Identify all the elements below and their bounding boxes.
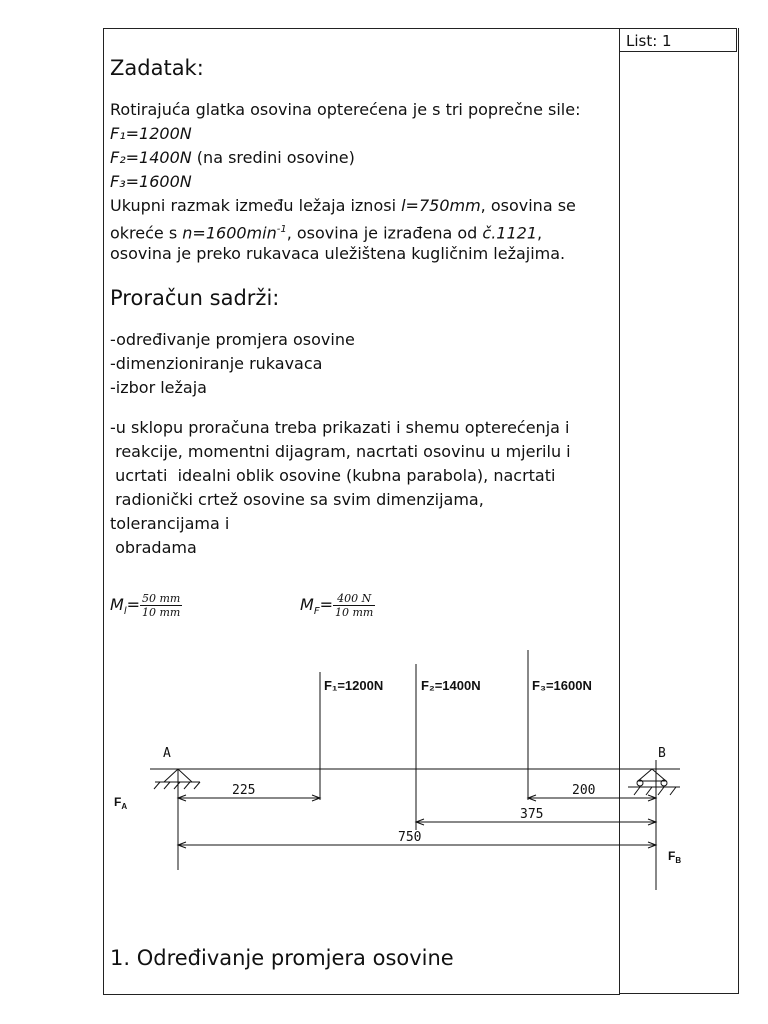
fraction-numerator: 50 mm bbox=[142, 592, 181, 605]
sheet-number: List: 1 bbox=[626, 32, 672, 50]
hatch bbox=[194, 782, 200, 789]
force-scale: $M_F=$ $\frac{400 N}{10 mm}$ bbox=[300, 592, 374, 619]
reaction-a-label bbox=[114, 795, 127, 811]
force-f3: F₃=1600N bbox=[110, 172, 192, 191]
reaction-subscript: A bbox=[121, 802, 128, 811]
force-f1: F₁=1200N bbox=[110, 124, 192, 143]
hatch bbox=[670, 787, 676, 795]
reaction-symbol: F bbox=[668, 849, 676, 863]
hatch bbox=[634, 787, 640, 795]
bearing-distance: l=750mm bbox=[401, 196, 481, 215]
task-line-bearings: osovina je preko rukavaca uležištena kugličnim ležajima. bbox=[110, 244, 566, 263]
hatch bbox=[658, 787, 664, 795]
dim-200: 200 bbox=[572, 783, 596, 798]
hatch bbox=[184, 782, 190, 789]
fraction-numerator: 400 N bbox=[333, 592, 375, 606]
fraction-denominator: 10 mm bbox=[142, 606, 181, 619]
calc-heading: Proračun sadrži: bbox=[110, 286, 280, 310]
calc-item: -dimenzioniranje rukavaca bbox=[110, 354, 323, 373]
force-f2: F₂=1400N bbox=[110, 148, 192, 167]
dim-225: 225 bbox=[232, 783, 256, 798]
calc-item: -određivanje promjera osovine bbox=[110, 330, 355, 349]
support-b-triangle bbox=[638, 769, 666, 781]
calc-note-line: reakcije, momentni dijagram, nacrtati osovinu u mjerilu i bbox=[110, 442, 571, 461]
text: okreće s bbox=[110, 223, 183, 243]
force-label-f3: F₃=1600N bbox=[532, 678, 592, 693]
scale-symbol: M bbox=[110, 595, 124, 614]
calc-note-line: tolerancijama i bbox=[110, 514, 230, 533]
text: , bbox=[537, 223, 543, 243]
text: Ukupni razmak između ležaja iznosi bbox=[110, 196, 402, 215]
calc-note-line: radionički crtež osovine sa svim dimenzijama, bbox=[110, 490, 484, 509]
support-b-label: B bbox=[658, 746, 666, 761]
reaction-b-label bbox=[668, 849, 681, 865]
force-f2-note: (na sredini osovine) bbox=[191, 148, 355, 167]
hatch bbox=[154, 782, 160, 789]
dim-750: 750 bbox=[398, 830, 422, 845]
speed-exponent: -1 bbox=[276, 224, 287, 235]
dim-375: 375 bbox=[520, 807, 544, 822]
hatch bbox=[646, 787, 652, 795]
material: č.1121 bbox=[482, 223, 538, 243]
rotation-speed: n=1600min bbox=[182, 223, 277, 243]
length-scale: $M_l=$ $\frac{50 mm}{10 mm}$ bbox=[110, 592, 181, 619]
hatch bbox=[174, 782, 180, 789]
scale-symbol: M bbox=[300, 595, 314, 614]
task-heading: Zadatak: bbox=[110, 56, 204, 80]
reaction-subscript: B bbox=[675, 856, 682, 865]
fraction-denominator: 10 mm bbox=[334, 606, 374, 619]
calc-item: -izbor ležaja bbox=[110, 378, 207, 397]
task-intro: Rotirajuća glatka osovina opterećena je s tri poprečne sile: bbox=[110, 100, 581, 119]
support-a-label: A bbox=[163, 746, 171, 761]
reaction-symbol: F bbox=[114, 795, 122, 809]
force-label-f1: F₁=1200N bbox=[324, 678, 384, 693]
text: , osovina je izrađena od bbox=[286, 223, 483, 243]
hatch bbox=[164, 782, 170, 789]
scale-subscript: l bbox=[123, 606, 127, 618]
text: , osovina se bbox=[480, 196, 576, 215]
calc-note-line: obradama bbox=[110, 538, 197, 557]
section-heading: 1. Određivanje promjera osovine bbox=[110, 946, 454, 970]
force-label-f2: F₂=1400N bbox=[421, 678, 481, 693]
calc-note-line: -u sklopu proračuna treba prikazati i shemu opterećenja i bbox=[110, 418, 570, 437]
calc-note-line: ucrtati idealni oblik osovine (kubna parabola), nacrtati bbox=[110, 466, 556, 485]
scale-subscript: F bbox=[313, 606, 320, 618]
